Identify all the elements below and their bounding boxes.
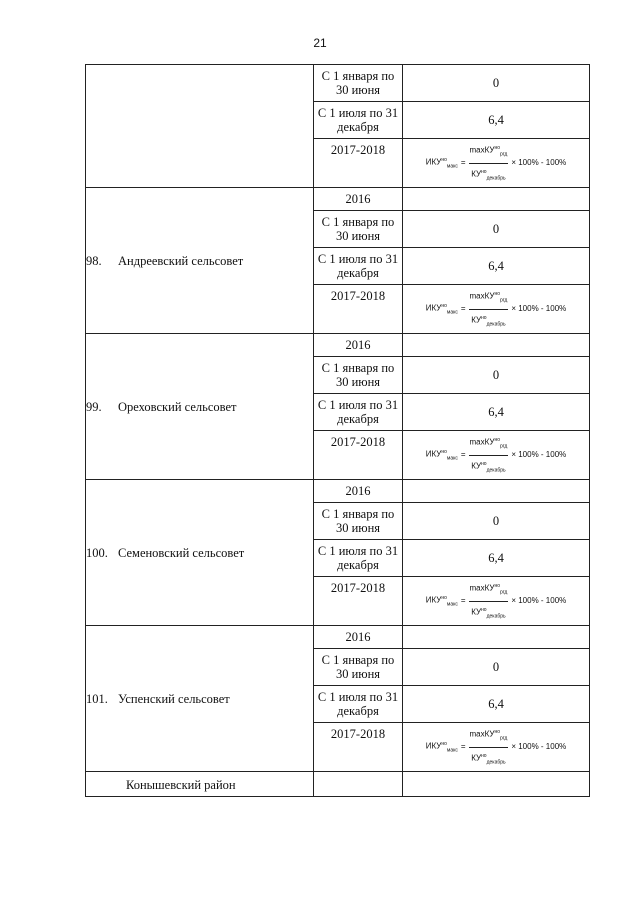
formula bbox=[426, 579, 567, 623]
formula-num-sub: ргд bbox=[500, 589, 508, 596]
municipality-name: Семеновский сельсовет bbox=[118, 545, 245, 560]
formula-period: 2017-2018 bbox=[314, 139, 403, 188]
formula-equals: = bbox=[460, 158, 466, 167]
formula-den-symbol: КУ bbox=[471, 461, 482, 471]
period-label: С 1 января по 30 июня bbox=[314, 65, 403, 102]
formula-numerator bbox=[469, 725, 509, 747]
period-label: С 1 января по 30 июня bbox=[314, 211, 403, 248]
table-row bbox=[86, 188, 590, 211]
formula-lhs-sub: макс bbox=[446, 747, 458, 754]
period-label: С 1 июля по 31 декабря bbox=[314, 540, 403, 577]
formula-lhs-symbol: ИКУ bbox=[425, 449, 442, 459]
formula-lhs-sup: но bbox=[441, 302, 447, 309]
municipality-name: Ореховский сельсовет bbox=[118, 399, 237, 414]
formula bbox=[426, 433, 567, 477]
municipality-cell bbox=[86, 626, 314, 772]
formula-cell bbox=[403, 723, 590, 772]
formula bbox=[426, 141, 567, 185]
municipality-name: Андреевский сельсовет bbox=[118, 253, 244, 268]
formula-num-sup: но bbox=[494, 437, 501, 444]
period-value: 6,4 bbox=[403, 394, 590, 431]
municipality-cell bbox=[86, 334, 314, 480]
formula-den-sub: декабрь bbox=[486, 612, 506, 619]
row-number: 99. bbox=[86, 399, 102, 414]
value-empty bbox=[403, 626, 590, 649]
district-name-label: Конышевский район bbox=[126, 778, 236, 792]
formula-den-sub: декабрь bbox=[486, 174, 506, 181]
formula-den-sub: декабрь bbox=[486, 466, 506, 473]
row-number: 101. bbox=[86, 691, 108, 706]
formula-num-sup: но bbox=[494, 145, 501, 152]
table-row bbox=[86, 772, 590, 797]
formula-num-sup: но bbox=[494, 291, 501, 298]
formula-fraction bbox=[469, 141, 509, 185]
period-label: С 1 июля по 31 декабря bbox=[314, 686, 403, 723]
value-empty bbox=[403, 188, 590, 211]
formula-den-sub: декабрь bbox=[486, 320, 506, 327]
formula-period: 2017-2018 bbox=[314, 723, 403, 772]
formula-lhs-sup: но bbox=[441, 740, 447, 747]
formula-numerator bbox=[469, 433, 509, 455]
formula-lhs bbox=[426, 591, 458, 611]
formula-num-sub: ргд bbox=[500, 151, 508, 158]
formula-num-symbol: maxКУ bbox=[469, 583, 495, 593]
formula-lhs-sup: но bbox=[441, 448, 447, 455]
formula-lhs-sup: но bbox=[441, 594, 447, 601]
period-label: С 1 января по 30 июня bbox=[314, 503, 403, 540]
formula-tail: × 100% - 100% bbox=[511, 450, 567, 459]
district-name bbox=[86, 772, 314, 797]
formula-equals: = bbox=[460, 450, 466, 459]
period-value: 0 bbox=[403, 649, 590, 686]
formula-den-sup: но bbox=[481, 460, 487, 467]
formula-num-symbol: maxКУ bbox=[469, 291, 495, 301]
formula-equals: = bbox=[460, 304, 466, 313]
period-value: 0 bbox=[403, 503, 590, 540]
row-number: 100. bbox=[86, 545, 108, 560]
formula-lhs-symbol: ИКУ bbox=[425, 303, 442, 313]
formula-num-symbol: maxКУ bbox=[469, 729, 495, 739]
formula-lhs-sub: макс bbox=[446, 601, 458, 608]
formula-equals: = bbox=[460, 596, 466, 605]
value-empty bbox=[403, 334, 590, 357]
formula-den-symbol: КУ bbox=[471, 315, 482, 325]
formula-cell bbox=[403, 577, 590, 626]
tariff-table bbox=[85, 64, 590, 797]
period-year: 2016 bbox=[314, 334, 403, 357]
formula-den-sup: но bbox=[481, 606, 487, 613]
empty-cell bbox=[314, 772, 403, 797]
formula-lhs-sub: макс bbox=[446, 455, 458, 462]
formula-lhs bbox=[426, 153, 458, 173]
formula-lhs-symbol: ИКУ bbox=[425, 741, 442, 751]
empty-cell bbox=[403, 772, 590, 797]
period-label: С 1 января по 30 июня bbox=[314, 357, 403, 394]
period-year: 2016 bbox=[314, 188, 403, 211]
municipality-name: Успенский сельсовет bbox=[118, 691, 230, 706]
value-empty bbox=[403, 480, 590, 503]
formula-den-symbol: КУ bbox=[471, 607, 482, 617]
formula-lhs-symbol: ИКУ bbox=[425, 157, 442, 167]
formula-tail: × 100% - 100% bbox=[511, 596, 567, 605]
formula-lhs-sup: но bbox=[441, 156, 447, 163]
formula-den-symbol: КУ bbox=[471, 753, 482, 763]
period-label: С 1 июля по 31 декабря bbox=[314, 102, 403, 139]
formula-lhs bbox=[426, 445, 458, 465]
formula-period: 2017-2018 bbox=[314, 577, 403, 626]
formula-tail: × 100% - 100% bbox=[511, 742, 567, 751]
formula-cell bbox=[403, 431, 590, 480]
municipality-cell bbox=[86, 480, 314, 626]
formula-den-sup: но bbox=[481, 752, 487, 759]
formula-equals: = bbox=[460, 742, 466, 751]
formula-num-sub: ргд bbox=[500, 297, 508, 304]
formula-numerator bbox=[469, 141, 509, 163]
formula-tail: × 100% - 100% bbox=[511, 304, 567, 313]
period-year: 2016 bbox=[314, 626, 403, 649]
formula-denominator bbox=[471, 164, 505, 185]
formula-denominator bbox=[471, 602, 505, 623]
period-value: 0 bbox=[403, 357, 590, 394]
formula-num-sup: но bbox=[494, 729, 501, 736]
period-value: 0 bbox=[403, 65, 590, 102]
formula-fraction bbox=[469, 287, 509, 331]
period-value: 6,4 bbox=[403, 102, 590, 139]
formula-num-sub: ргд bbox=[500, 735, 508, 742]
formula-numerator bbox=[469, 579, 509, 601]
formula-num-symbol: maxКУ bbox=[469, 145, 495, 155]
table-row bbox=[86, 65, 590, 102]
formula-den-sup: но bbox=[481, 314, 487, 321]
formula-num-sub: ргд bbox=[500, 443, 508, 450]
municipality-cell bbox=[86, 188, 314, 334]
formula-num-sup: но bbox=[494, 583, 501, 590]
formula-denominator bbox=[471, 748, 505, 769]
page-number: 21 bbox=[313, 36, 327, 50]
formula-lhs-sub: макс bbox=[446, 309, 458, 316]
formula-den-symbol: КУ bbox=[471, 169, 482, 179]
formula-lhs bbox=[426, 737, 458, 757]
formula-num-symbol: maxКУ bbox=[469, 437, 495, 447]
period-value: 6,4 bbox=[403, 686, 590, 723]
formula-lhs bbox=[426, 299, 458, 319]
formula-fraction bbox=[469, 433, 509, 477]
formula-period: 2017-2018 bbox=[314, 431, 403, 480]
formula-tail: × 100% - 100% bbox=[511, 158, 567, 167]
period-label: С 1 июля по 31 декабря bbox=[314, 394, 403, 431]
formula-den-sup: но bbox=[481, 168, 487, 175]
formula-fraction bbox=[469, 725, 509, 769]
formula-cell bbox=[403, 285, 590, 334]
formula-cell bbox=[403, 139, 590, 188]
formula-lhs-symbol: ИКУ bbox=[425, 595, 442, 605]
formula-denominator bbox=[471, 456, 505, 477]
formula-denominator bbox=[471, 310, 505, 331]
period-value: 6,4 bbox=[403, 540, 590, 577]
formula-fraction bbox=[469, 579, 509, 623]
row-number: 98. bbox=[86, 253, 102, 268]
period-label: С 1 января по 30 июня bbox=[314, 649, 403, 686]
period-value: 6,4 bbox=[403, 248, 590, 285]
formula bbox=[426, 287, 567, 331]
period-value: 0 bbox=[403, 211, 590, 248]
formula-numerator bbox=[469, 287, 509, 309]
formula bbox=[426, 725, 567, 769]
table-row bbox=[86, 334, 590, 357]
table-row bbox=[86, 626, 590, 649]
period-label: С 1 июля по 31 декабря bbox=[314, 248, 403, 285]
period-year: 2016 bbox=[314, 480, 403, 503]
formula-lhs-sub: макс bbox=[446, 163, 458, 170]
formula-period: 2017-2018 bbox=[314, 285, 403, 334]
formula-den-sub: декабрь bbox=[486, 758, 506, 765]
municipality-cell bbox=[86, 65, 314, 188]
table-row bbox=[86, 480, 590, 503]
